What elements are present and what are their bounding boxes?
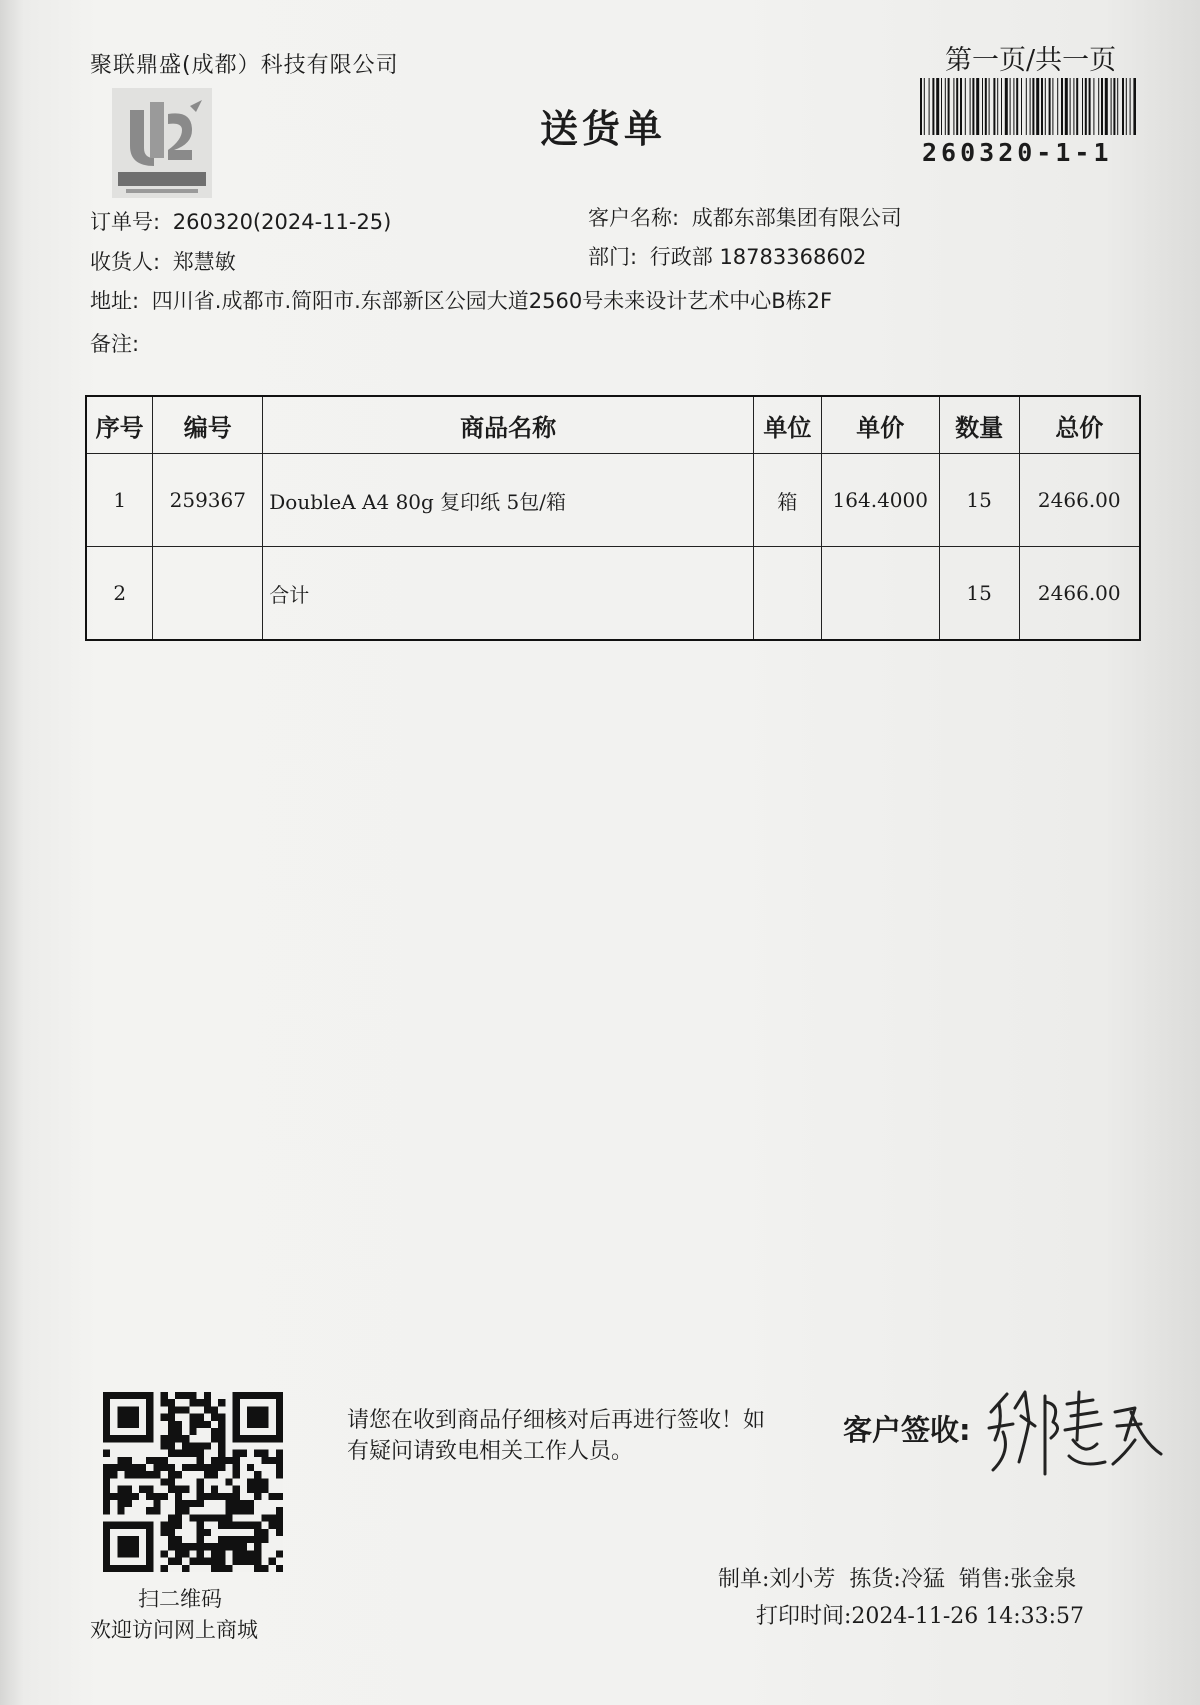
customer-name-field [588,202,902,232]
company-logo [112,88,212,198]
order-number-value: 260320(2024-11-25) [172,210,392,234]
order-number-label: 订单号: [90,210,161,234]
delivery-notice: 请您在收到商品仔细核对后再进行签收！如有疑问请致电相关工作人员。 [347,1408,766,1464]
page-info: 第一页/共一页 [945,45,1117,76]
table-row [86,454,1140,547]
department-label: 部门: [588,245,638,269]
cell-quantity: 15 [939,547,1019,641]
receiver-label: 收货人: [90,250,161,274]
cell-total: 2466.00 [1019,454,1140,547]
receiver-value: 郑慧敏 [172,250,236,274]
staff-info [718,1562,1076,1593]
qr-caption-scan: 扫二维码 [138,1587,222,1611]
remark-label: 备注: [90,332,140,356]
remark-field [90,328,139,358]
header-code: 编号 [153,396,263,454]
maker: 制单:刘小芳 [718,1567,836,1592]
order-number-field [90,206,391,236]
cell-product-name: 合计 [263,547,754,641]
address-value: 四川省.成都市.简阳市.东部新区公园大道2560号未来设计艺术中心B栋2F [151,289,833,313]
customer-name-value: 成都东部集团有限公司 [691,206,902,230]
cell-unit [753,547,821,641]
department-field [588,241,866,271]
document-title: 送货单 [540,107,667,151]
address-field [90,285,832,315]
header-unit-price: 单价 [821,396,939,454]
cell-code [153,547,263,641]
cell-product-name: DoubleA A4 80g 复印纸 5包/箱 [263,454,754,547]
receiver-field [90,246,236,276]
department-value: 行政部 18783368602 [649,245,867,269]
cell-code: 259367 [153,454,263,547]
header-product-name: 商品名称 [263,396,754,454]
barcode-number: 260320-1-1 [922,138,1113,167]
table-header-row [86,396,1140,454]
picker: 拣货:冷猛 [849,1567,945,1592]
cell-unit-price: 164.4000 [821,454,939,547]
header-index: 序号 [86,396,153,454]
address-label: 地址: [90,289,140,313]
cell-quantity: 15 [939,454,1019,547]
cell-index: 1 [86,454,153,547]
header-unit: 单位 [753,396,821,454]
cell-index: 2 [86,547,153,641]
items-table [85,395,1141,641]
customer-name-label: 客户名称: [588,206,680,230]
cell-total: 2466.00 [1019,547,1140,641]
customer-signature [985,1382,1170,1482]
cell-unit: 箱 [753,454,821,547]
company-name: 聚联鼎盛(成都）科技有限公司 [90,53,399,78]
sales: 销售:张金泉 [958,1567,1077,1592]
header-total: 总价 [1019,396,1140,454]
customer-signature-label: 客户签收: [843,1413,971,1447]
header-quantity: 数量 [939,396,1019,454]
table-row-summary [86,547,1140,641]
barcode [918,78,1136,135]
cell-unit-price [821,547,939,641]
qr-code [103,1392,283,1572]
qr-caption-shop: 欢迎访问网上商城 [90,1618,258,1642]
print-time: 打印时间:2024-11-26 14:33:57 [756,1604,1085,1629]
